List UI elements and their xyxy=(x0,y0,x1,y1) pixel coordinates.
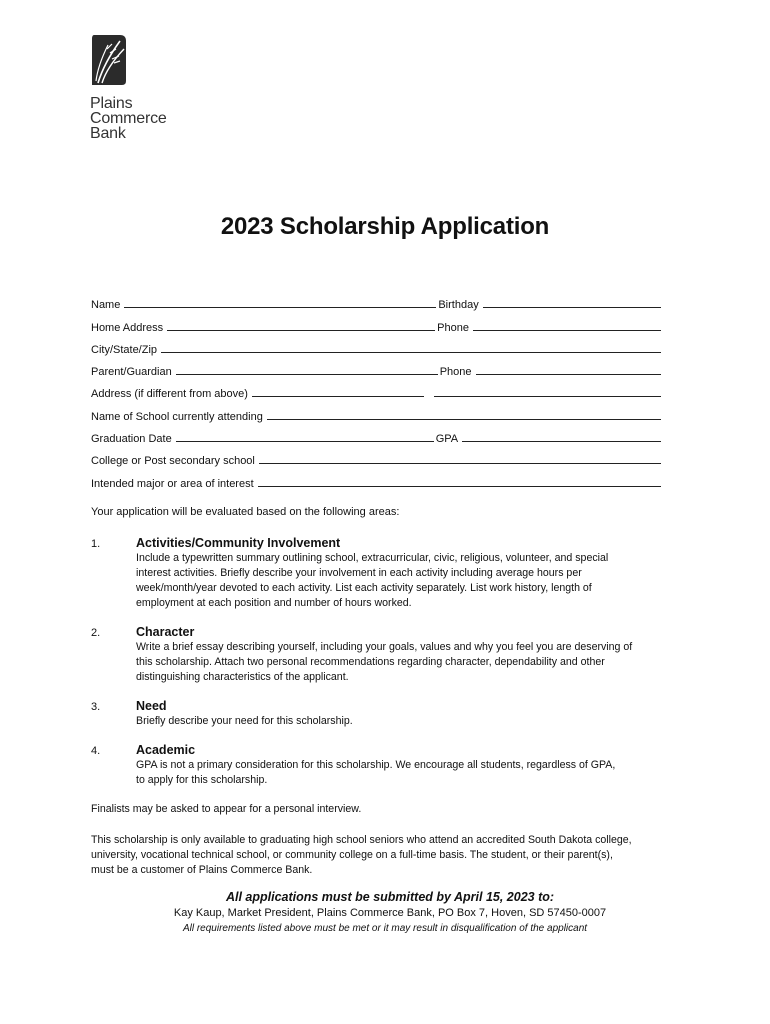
alt-address-field-2[interactable] xyxy=(434,396,661,397)
evaluation-intro: Your application will be evaluated based on the following areas: xyxy=(91,506,400,518)
area-heading: Need xyxy=(136,699,167,713)
area-description xyxy=(136,714,681,729)
logo-text-bank: Bank xyxy=(90,125,126,142)
form-row-alt-address xyxy=(91,378,663,400)
parent-phone-label: Phone xyxy=(439,366,472,379)
form-row-major xyxy=(91,467,663,489)
area-activities xyxy=(91,535,681,611)
area-academic xyxy=(91,742,681,788)
requirements-note: All requirements listed above must be met or it may result in disqualification of the applicant xyxy=(182,923,588,934)
eligibility-paragraph xyxy=(91,833,681,878)
area-number: 3. xyxy=(91,701,101,713)
form-row-college xyxy=(91,445,663,467)
college-label: College or Post secondary school xyxy=(91,455,255,468)
logo-text-commerce: Commerce xyxy=(90,110,167,127)
school-field[interactable] xyxy=(267,419,661,420)
area-description-line: interest activities. Briefly describe your involvement in each activity including average hours per xyxy=(136,567,582,579)
form-row-city-state-zip xyxy=(91,334,663,356)
area-need xyxy=(91,698,681,729)
area-description-line: Write a brief essay describing yourself, including your goals, values and why you feel you are deserving of xyxy=(136,641,633,653)
college-field[interactable] xyxy=(259,463,661,464)
gpa-label: GPA xyxy=(435,433,459,446)
phone-field[interactable] xyxy=(473,330,661,331)
eligibility-line: university, vocational technical school, or community college on a full-time basis. The student, or their parent(s), xyxy=(91,849,613,861)
area-heading: Activities/Community Involvement xyxy=(136,536,341,550)
eligibility-line: must be a customer of Plains Commerce Bank. xyxy=(91,864,313,876)
area-heading: Character xyxy=(136,625,195,639)
area-description-line: to apply for this scholarship. xyxy=(136,774,268,786)
area-number: 1. xyxy=(91,538,101,550)
eligibility-line: This scholarship is only available to graduating high school seniors who attend an accredited South Dakota college, xyxy=(91,834,632,846)
form-row-graduation xyxy=(91,423,663,445)
alt-address-field[interactable] xyxy=(252,396,424,397)
area-description-line: employment at each position and number of hours worked. xyxy=(136,597,412,609)
birthday-field[interactable] xyxy=(483,307,661,308)
area-number: 4. xyxy=(91,745,101,757)
city-state-zip-field[interactable] xyxy=(161,352,661,353)
logo-text-plains: Plains xyxy=(90,95,133,112)
area-description-line: GPA is not a primary consideration for this scholarship. We encourage all students, regardless of GPA, xyxy=(136,759,616,771)
home-address-field[interactable] xyxy=(167,330,435,331)
birthday-label: Birthday xyxy=(438,299,479,312)
page-title: 2023 Scholarship Application xyxy=(220,213,550,240)
form-row-name xyxy=(91,289,663,311)
evaluation-areas xyxy=(91,535,681,801)
area-description-line: this scholarship. Attach two personal recommendations regarding character, dependability and other xyxy=(136,656,605,668)
area-description-line: distinguishing characteristics of the applicant. xyxy=(136,671,349,683)
name-label: Name xyxy=(91,299,121,312)
area-description xyxy=(136,758,681,788)
phone-label: Phone xyxy=(437,321,469,334)
area-number: 2. xyxy=(91,627,101,639)
name-field[interactable] xyxy=(124,307,436,308)
school-label: Name of School currently attending xyxy=(91,410,263,423)
applicant-form xyxy=(91,289,663,490)
home-address-label: Home Address xyxy=(91,321,164,334)
major-field[interactable] xyxy=(258,486,661,487)
form-row-school xyxy=(91,400,663,422)
form-row-parent-guardian xyxy=(91,356,663,378)
wheat-logo-icon xyxy=(90,33,128,87)
area-character xyxy=(91,624,681,685)
submission-deadline: All applications must be submitted by April 15, 2023 to: xyxy=(225,890,555,904)
gpa-field[interactable] xyxy=(462,441,661,442)
area-description xyxy=(136,640,681,685)
bank-logo xyxy=(90,33,190,141)
area-description-line: week/month/year devoted to each activity. List each activity separately. List work history, length of xyxy=(136,582,592,594)
mailing-address: Kay Kaup, Market President, Plains Commerce Bank, PO Box 7, Hoven, SD 57450-0007 xyxy=(173,907,607,919)
city-state-zip-label: City/State/Zip xyxy=(91,343,158,356)
graduation-date-label: Graduation Date xyxy=(91,433,172,446)
alt-address-label: Address (if different from above) xyxy=(91,388,248,401)
area-description-line: Briefly describe your need for this scholarship. xyxy=(136,715,353,727)
finalists-note: Finalists may be asked to appear for a personal interview. xyxy=(91,803,362,815)
area-description-line: Include a typewritten summary outlining school, extracurricular, civic, religious, volunteer, and special xyxy=(136,552,609,564)
parent-phone-field[interactable] xyxy=(476,374,661,375)
area-description xyxy=(136,551,681,611)
parent-guardian-field[interactable] xyxy=(176,374,438,375)
major-label: Intended major or area of interest xyxy=(91,477,254,490)
parent-guardian-label: Parent/Guardian xyxy=(91,366,172,379)
area-heading: Academic xyxy=(136,743,196,757)
form-row-home-address xyxy=(91,311,663,333)
graduation-date-field[interactable] xyxy=(176,441,434,442)
